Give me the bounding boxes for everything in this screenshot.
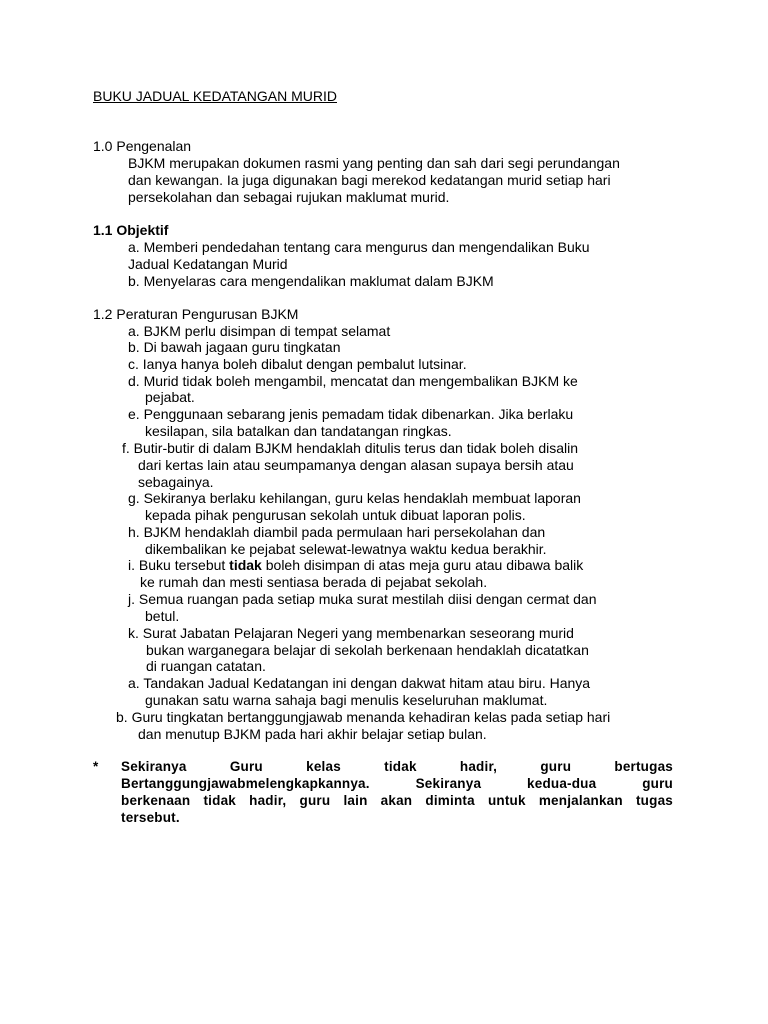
list-item: b. Menyelaras cara mengendalikan maklumat dalam BJKM bbox=[128, 273, 494, 289]
note-line: tersebut. bbox=[121, 810, 180, 825]
list-item-continuation: sebagainya. bbox=[138, 474, 214, 490]
list-item: c. Ianya hanya boleh dibalut dengan pembalut lutsinar. bbox=[128, 356, 467, 372]
list-item-text: boleh disimpan di atas meja guru atau dibawa balik bbox=[261, 557, 584, 573]
list-item: a. Tandakan Jadual Kedatangan ini dengan dakwat hitam atau biru. Hanya bbox=[128, 675, 591, 691]
list-item: k. Surat Jabatan Pelajaran Negeri yang membenarkan seseorang murid bbox=[128, 625, 574, 641]
paragraph-line: BJKM merupakan dokumen rasmi yang penting dan sah dari segi perundangan bbox=[128, 155, 620, 171]
note-line: Sekiranya Guru kelas tidak hadir, guru bertugas bbox=[121, 759, 673, 774]
list-item-continuation: kesilapan, sila batalkan dan tandatangan ringkas. bbox=[145, 423, 452, 439]
note-marker: * bbox=[93, 759, 99, 774]
document-title: BUKU JADUAL KEDATANGAN MURID bbox=[93, 88, 337, 104]
list-item-continuation: pejabat. bbox=[145, 389, 195, 405]
list-item-continuation: ke rumah dan mesti sentiasa berada di pejabat sekolah. bbox=[140, 574, 488, 590]
section-heading: 1.0 Pengenalan bbox=[93, 138, 192, 154]
list-item: a. Memberi pendedahan tentang cara mengurus dan mengendalikan Buku bbox=[128, 239, 590, 255]
list-item-continuation: Jadual Kedatangan Murid bbox=[128, 256, 288, 272]
list-item-text: i. Buku tersebut bbox=[128, 557, 230, 573]
list-item-continuation: dan menutup BJKM pada hari akhir belajar setiap bulan. bbox=[138, 726, 487, 742]
paragraph-line: dan kewangan. Ia juga digunakan bagi merekod kedatangan murid setiap hari bbox=[128, 172, 611, 188]
section-heading: 1.1 Objektif bbox=[93, 222, 169, 238]
list-item-continuation: bukan warganegara belajar di sekolah berkenaan hendaklah dicatatkan bbox=[146, 642, 589, 658]
list-item: j. Semua ruangan pada setiap muka surat mestilah diisi dengan cermat dan bbox=[128, 591, 597, 607]
paragraph-line: persekolahan dan sebagai rujukan maklumat murid. bbox=[128, 189, 450, 205]
list-item-continuation: kepada pihak pengurusan sekolah untuk dibuat laporan polis. bbox=[145, 507, 526, 523]
list-item: h. BJKM hendaklah diambil pada permulaan hari persekolahan dan bbox=[128, 524, 546, 540]
list-item: e. Penggunaan sebarang jenis pemadam tidak dibenarkan. Jika berlaku bbox=[128, 406, 574, 422]
list-item bbox=[128, 557, 583, 574]
list-item: d. Murid tidak boleh mengambil, mencatat dan mengembalikan BJKM ke bbox=[128, 373, 578, 389]
note-line: Bertanggungjawabmelengkapkannya. Sekiranya kedua-dua guru bbox=[121, 776, 673, 791]
list-item: g. Sekiranya berlaku kehilangan, guru kelas hendaklah membuat laporan bbox=[128, 490, 581, 506]
emphasis-text: tidak bbox=[229, 557, 262, 573]
list-item: b. Guru tingkatan bertanggungjawab menanda kehadiran kelas pada setiap hari bbox=[116, 709, 611, 725]
section-heading: 1.2 Peraturan Pengurusan BJKM bbox=[93, 306, 299, 322]
list-item: a. BJKM perlu disimpan di tempat selamat bbox=[128, 323, 391, 339]
list-item-continuation: dari kertas lain atau seumpamanya dengan alasan supaya bersih atau bbox=[138, 457, 574, 473]
list-item-continuation: gunakan satu warna sahaja bagi menulis keseluruhan maklumat. bbox=[145, 692, 548, 708]
list-item-continuation: di ruangan catatan. bbox=[146, 658, 266, 674]
list-item: b. Di bawah jagaan guru tingkatan bbox=[128, 339, 341, 355]
list-item: f. Butir-butir di dalam BJKM hendaklah ditulis terus dan tidak boleh disalin bbox=[122, 440, 579, 456]
list-item-continuation: dikembalikan ke pejabat selewat-lewatnya waktu kedua berakhir. bbox=[145, 541, 547, 557]
note-line: berkenaan tidak hadir, guru lain akan diminta untuk menjalankan tugas bbox=[121, 793, 673, 808]
list-item-continuation: betul. bbox=[145, 608, 180, 624]
